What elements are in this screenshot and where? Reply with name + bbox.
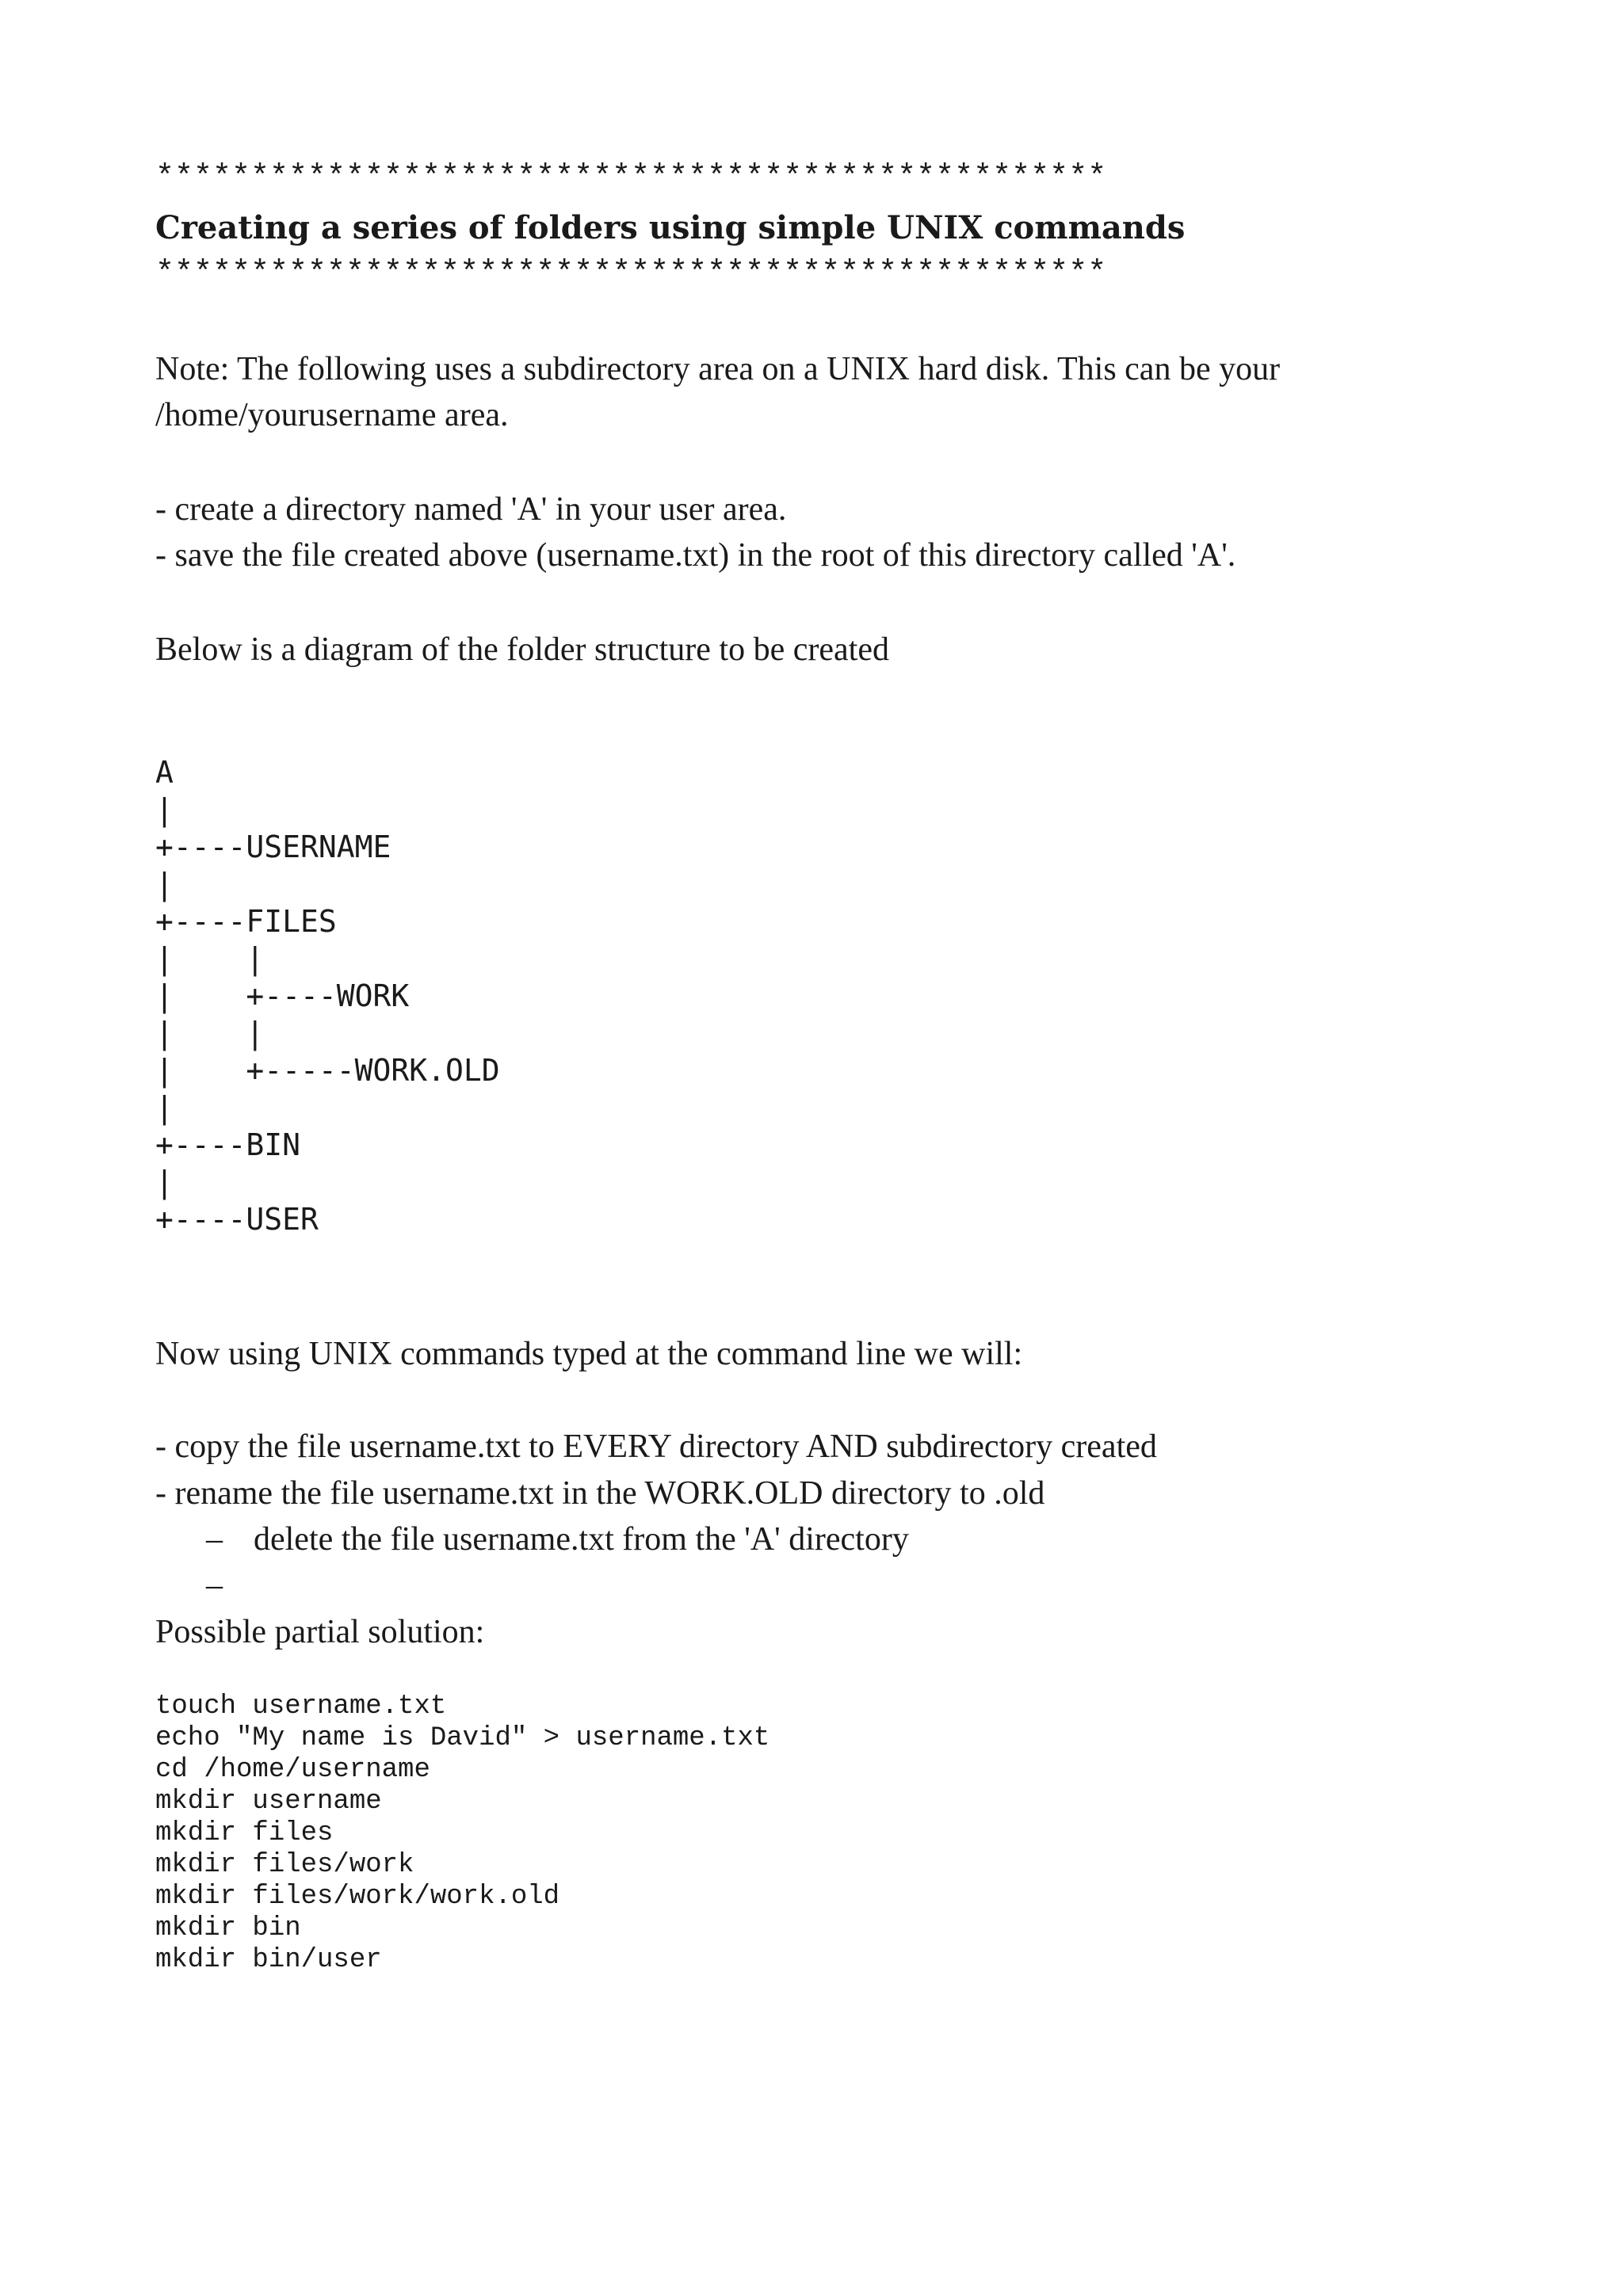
code-line: echo "My name is David" > username.txt [155, 1723, 770, 1753]
tree-line: | [155, 1165, 174, 1199]
diagram-caption: Below is a diagram of the folder structure to be created [155, 631, 889, 668]
code-line: mkdir bin/user [155, 1945, 382, 1975]
tasks-lead: Now using UNIX commands typed at the command line we will: [155, 1336, 1023, 1372]
tree-line: | | [155, 941, 265, 976]
stars-divider-bottom: ************************************************** [155, 256, 1107, 292]
task-rename-file: - rename the file username.txt in the WORK.OLD directory to .old [155, 1475, 1045, 1512]
solution-heading: Possible partial solution: [155, 1614, 485, 1650]
tree-line: | +-----WORK.OLD [155, 1053, 500, 1088]
document-title: Creating a series of folders using simple UNIX commands [155, 209, 1186, 246]
task-delete-file: delete the file username.txt from the 'A' directory [254, 1521, 909, 1558]
task-delete-bullet: – [206, 1521, 223, 1558]
code-line: mkdir files/work/work.old [155, 1882, 560, 1912]
tree-line: | [155, 867, 174, 902]
note-line-2: /home/yourusername area. [155, 397, 509, 433]
tree-line: | [155, 792, 174, 827]
code-line: touch username.txt [155, 1691, 447, 1722]
step-create-directory: - create a directory named 'A' in your user area. [155, 491, 787, 528]
code-block [155, 1691, 769, 1976]
step-save-file: - save the file created above (username.txt) in the root of this directory called 'A'. [155, 537, 1236, 574]
tree-line: +----BIN [155, 1127, 301, 1162]
tree-line: | [155, 1090, 174, 1125]
tree-line: | | [155, 1016, 265, 1051]
code-line: mkdir files/work [155, 1850, 414, 1880]
task-copy-file: - copy the file username.txt to EVERY directory AND subdirectory created [155, 1428, 1157, 1465]
tree-line: | +----WORK [155, 978, 410, 1013]
stars-divider-top: ************************************************** [155, 160, 1107, 196]
tree-line: +----USERNAME [155, 830, 391, 864]
code-line: mkdir files [155, 1818, 334, 1848]
code-line: mkdir bin [155, 1913, 301, 1943]
task-empty-bullet: – [206, 1567, 223, 1604]
note-line-1: Note: The following uses a subdirectory area on a UNIX hard disk. This can be your [155, 351, 1281, 387]
tree-line: +----FILES [155, 904, 337, 939]
code-line: mkdir username [155, 1787, 382, 1817]
tree-line: +----USER [155, 1202, 319, 1237]
tree-line: A [155, 755, 174, 790]
folder-tree-diagram [155, 754, 500, 1238]
code-line: cd /home/username [155, 1755, 430, 1785]
